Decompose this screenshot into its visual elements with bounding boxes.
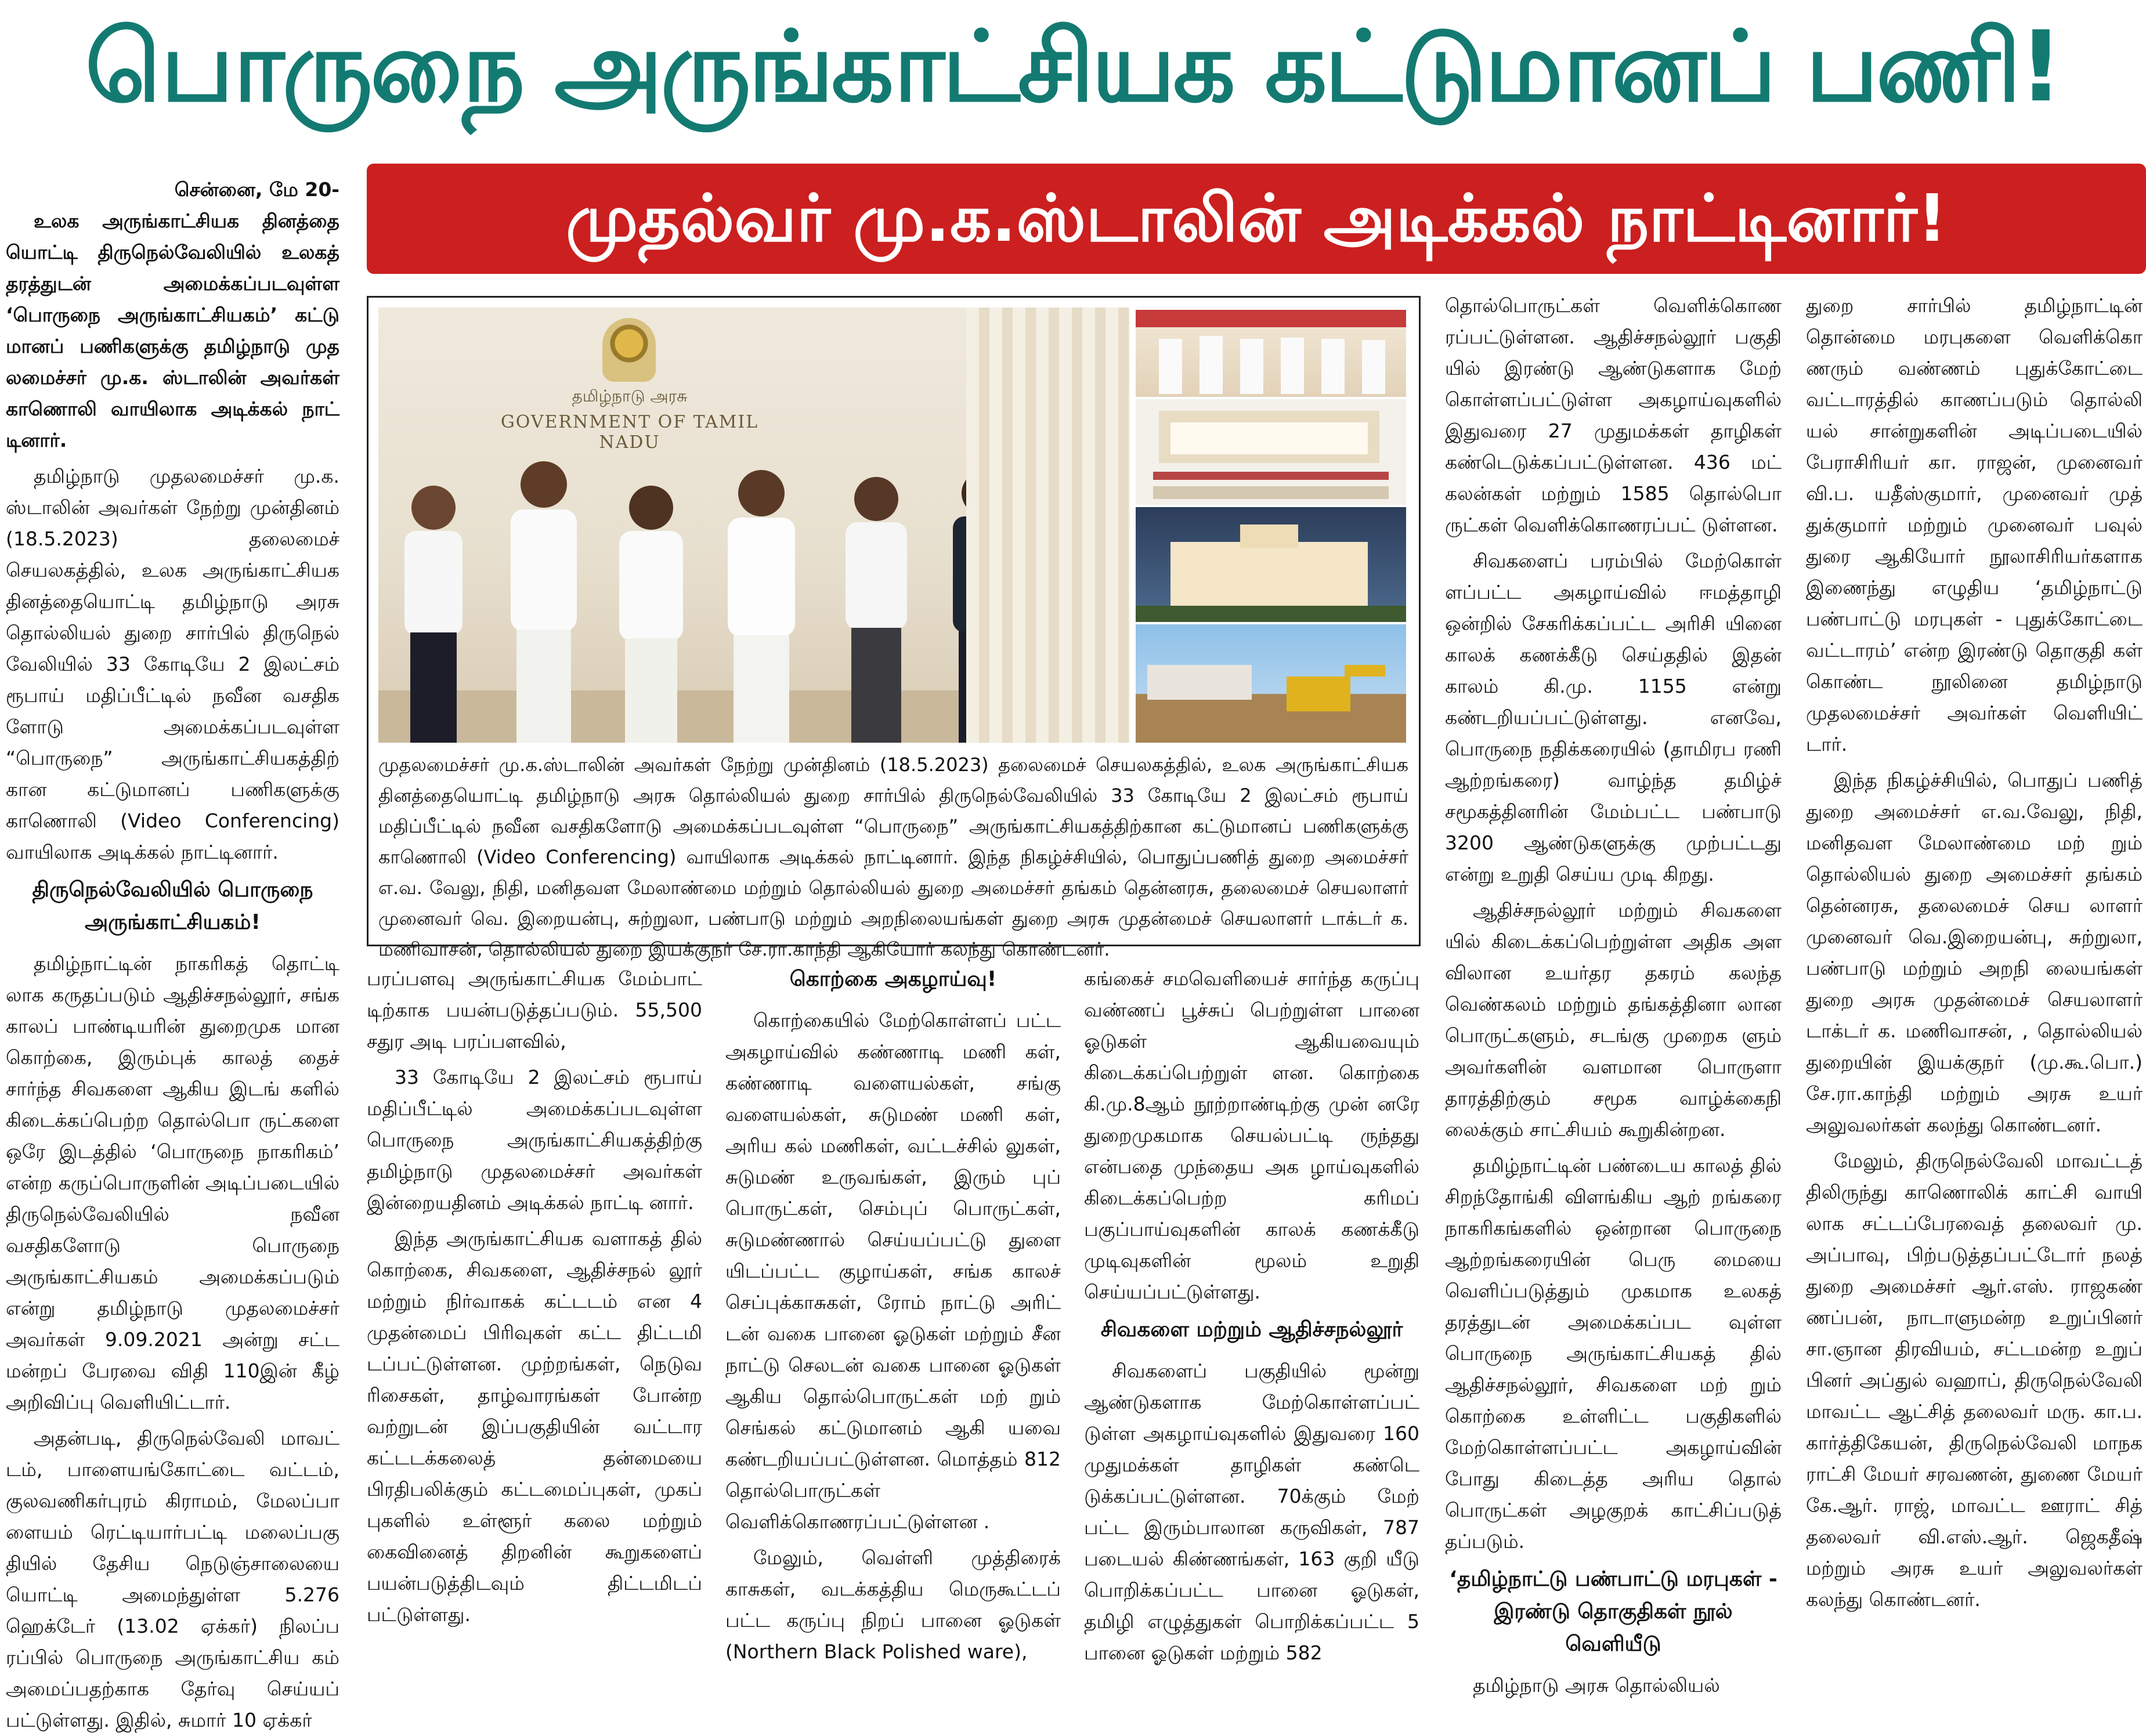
thumbnail-excavator [1135, 623, 1407, 744]
paragraph: இந்த நிகழ்ச்சியில், பொதுப் பணித் துறை அமைச்சர் எ.வ.வேலு, நிதி, மனிதவள மேலாண்மை மற் றும் தொல்லியல் துறை அமைச்சர் தங்கம் தென்னரசு, தலைமைச் செய லாளர் முனைவர் வெ.இறையன்பு, சுற்றுலா, பண்பாடு மற்றும் அறநி லையங்கள் துறை அரசு முதன்மைச் செயலாளர் டாக்டர் க. மணிவாசன், , தொல்லியல் துறையின் இயக்குநர் (மு.கூ.பொ.) சே.ரா.காந்தி மற்றும் அரசு உயர் அலுவலர்கள் கலந்து கொண்டனர். [1806, 769, 2143, 1136]
backdrop-text-tamil: தமிழ்நாடு அரசு [572, 386, 688, 406]
column-1 [6, 174, 339, 1731]
paragraph: கங்கைச் சமவெளியைச் சார்ந்த கருப்பு வண்ணப் பூச்சுப் பெற்றுள்ள பானை ஓடுகள் ஆகியவையும் கிடைக்கப்பெற்றுள் ளன. கொற்கை கி.மு.8ஆம் நூற்றாண்டிற்கு முன் னரே துறைமுகமாக செயல்பட்டி ருந்தது என்பதை முந்தைய அக ழாய்வுகளில் கிடைக்கப்பெற்ற கரிமப் பகுப்பாய்வுகளின் காலக் கணக்கீடு முடிவுகளின் மூலம் உறுதி செய்யப்பட்டுள்ளது. [1084, 967, 1419, 1303]
thumbnail-illustration [1136, 624, 1406, 743]
paragraph: தமிழ்நாட்டின் பண்டைய காலத் தில் சிறந்தோங்கி விளங்கிய ஆற் றங்கரை நாகரிகங்களில் ஒன்றான பொருநை ஆற்றங்கரையின் பெரு மையை வெளிப்படுத்தும் முகமாக உலகத் தரத்துடன் அமைக்கப்பட வுள்ள பொருநை அருங்காட்சியகத் தில் ஆதிச்சநல்லூர், சிவகளை மற் றும் கொற்கை உள்ளிட்ட பகுதிகளில் மேற்கொள்ளப்பட்ட அகழாய்வின் போது கிடைத்த அரிய தொல் பொருட்கள் அழகுறக் காட்சிப்படுத் தப்படும். [1445, 1154, 1782, 1553]
person-figure [846, 477, 907, 743]
paragraph: தமிழ்நாடு முதலமைச்சர் மு.க. ஸ்டாலின் அவர்கள் நேற்று முன்தினம் (18.5.2023) தலைமைச் செயலகத்தில், உலக அருங்காட்சியக தினத்தையொட்டி தமிழ்நாடு அரசு தொல்லியல் துறை சார்பில் திருநெல் வேலியில் 33 கோடியே 2 இலட்சம் ரூபாய் மதிப்பீட்டில் நவீன வசதிக ளோடு அமைக்கப்படவுள்ள “பொருநை” அருங்காட்சியகத்திற் கான கட்டுமானப் பணிகளுக்கு காணொலி (Video Conferencing) வாயிலாக அடிக்கல் நாட்டினார். [6, 465, 339, 863]
thumbnail-building-night [1135, 506, 1407, 623]
subheading: திருநெல்வேலியில் பொருநை அருங்காட்சியகம்! [32, 878, 313, 934]
curtain-backdrop [966, 308, 1130, 743]
dateline: சென்னை, மே 20- [174, 178, 339, 201]
paragraph: சிவகளைப் பகுதியில் மூன்று ஆண்டுகளாக மேற்கொள்ளப்பட் டுள்ள அகழாய்வுகளில் இதுவரை 160 முதுமக்கள் தாழிகள் கண்டெ டுக்கப்பட்டுள்ளன. 70க்கும் மேற் பட்ட இரும்பாலான கருவிகள், 787 படையல் கிண்ணங்கள், 163 குறி யீடு பொறிக்கப்பட்ட பானை ஓடுகள், தமிழி எழுத்துகள் பொறிக்கப்பட்ட 5 பானை ஓடுகள் மற்றும் 582 [1084, 1359, 1419, 1664]
emblem-icon [602, 318, 656, 382]
subheading: சிவகளை மற்றும் ஆதிச்சநல்லூர் [1100, 1318, 1403, 1341]
person-figure [619, 486, 683, 743]
thumbnail-illustration [1136, 310, 1406, 397]
paragraph: தமிழ்நாட்டின் நாகரிகத் தொட்டி லாக கருதப்படும் ஆதிச்சநல்லூர், சங்க காலப் பாண்டியரின் துறைமுக மான கொற்கை, இரும்புக் காலத் தைச் சார்ந்த சிவகளை ஆகிய இடங் களில் கிடைக்கப்பெற்ற தொல்பொ ருட்களை ஒரே இடத்தில் ‘பொருநை நாகரிகம்’ என்ற கருப்பொருளின் அடிப்படையில் திருநெல்வேலியில் நவீன வசதிகளோடு பொருநை அருங்காட்சியகம் அமைக்கப்படும் என்று தமிழ்நாடு முதலமைச்சர் அவர்கள் 9.09.2021 அன்று சட்ட மன்றப் பேரவை விதி 110இன் கீழ் அறிவிப்பு வெளியிட்டார். [6, 952, 339, 1413]
person-figure [404, 486, 463, 743]
person-figure [728, 470, 795, 743]
column-5 [1445, 290, 1782, 1697]
paragraph: 33 கோடியே 2 இலட்சம் ரூபாய் மதிப்பீட்டில் அமைக்கப்படவுள்ள பொருநை அருங்காட்சியகத்திற்கு தமிழ்நாடு முதலமைச்சர் அவர்கள் இன்றையதினம் அடிக்கல் நாட்டி னார். [367, 1066, 702, 1214]
subheading: கொற்கை அகழாய்வு! [789, 967, 997, 991]
photo-caption: முதலமைச்சர் மு.க.ஸ்டாலின் அவர்கள் நேற்று முன்தினம் (18.5.2023) தலைமைச் செயலகத்தில், உலக அருங்காட்சியக தினத்தையொட்டி தமிழ்நாடு அரசு தொல்லியல் துறை சார்பில் திருநெல்வேலியில் 33 கோடியே 2 இலட்சம் ரூபாய் மதிப்பீட்டில் நவீன வசதிகளோடு அமைக்கப்படவுள்ள “பொருநை” அருங்காட்சியகத்திற்கான கட்டுமானப் பணிகளுக்கு காணொலி (Video Conferencing) வாயிலாக அடிக்கல் நாட்டினார். இந்த நிகழ்ச்சியில், பொதுப்பணித் துறை அமைச்சர் எ.வ. வேலு, நிதி, மனிதவள மேலாண்மை மற்றும் தொல்லியல் துறை அமைச்சர் தங்கம் தென்னரசு, தலைமைச் செயலாளர் முனைவர் வெ. இறையன்பு, சுற்றுலா, பண்பாடு மற்றும் அறநிலையங்கள் துறை அரசு முதன்மைச் செயலாளர் டாக்டர் க. மணிவாசன், தொல்லியல் துறை இயக்குநர் சே.ரா.காந்தி ஆகியோர் கலந்து கொண்டனர். [378, 754, 1408, 960]
lead-paragraph: உலக அருங்காட்சியக தினத்தை யொட்டி திருநெல்வேலியில் உலகத் தரத்துடன் அமைக்கப்படவுள்ள ‘பொருநை அருங்காட்சியகம்’ கட்டு மானப் பணிகளுக்கு தமிழ்நாடு முத லமைச்சர் மு.க. ஸ்டாலின் அவர்கள் காணொலி வாயிலாக அடிக்கல் நாட் டினார். [6, 209, 339, 451]
subheadline-banner: முதல்வர் மு.க.ஸ்டாலின் அடிக்கல் நாட்டினார்! [367, 164, 2146, 274]
paragraph: அதன்படி, திருநெல்வேலி மாவட் டம், பாளையங்கோட்டை வட்டம், குலவணிகர்புரம் கிராமம், மேலப்பா ளையம் ரெட்டியார்பட்டி மலைப்பகு தியில் தேசிய நெடுஞ்சாலையை யொட்டி அமைந்துள்ள 5.276 ஹெக்டேர் (13.02 ஏக்கர்) நிலப்ப ரப்பில் பொருநை அருங்காட்சிய கம் அமைப்பதற்காக தேர்வு செய்யப் பட்டுள்ளது. இதில், சுமார் 10 ஏக்கர் [6, 1427, 339, 1731]
thumbnail-photo-1 [1135, 309, 1407, 398]
paragraph: துறை சார்பில் தமிழ்நாட்டின் தொன்மை மரபுகளை வெளிக்கொ ணரும் வண்ணம் புதுக்கோட்டை வட்டாரத்தில் காணப்படும் தொல்லி யல் சான்றுகளின் அடிப்படையில் பேராசிரியர் கா. ராஜன், முனைவர் வி.ப. யதீஸ்குமார், முனைவர் முத் துக்குமார் மற்றும் முனைவர் பவுல் துரை ஆகியோர் நூலாசிரியர்களாக இணைந்து எழுதிய ‘தமிழ்நாட்டு பண்பாட்டு மரபுகள் - புதுக்கோட்டை வட்டாரம்’ என்ற இரண்டு தொகுதி கள் கொண்ட நூலினை தமிழ்நாடு முதலமைச்சர் அவர்கள் வெளியிட் டார். [1806, 294, 2143, 755]
column-3 [725, 963, 1061, 1668]
column-4 [1084, 963, 1419, 1668]
paragraph: மேலும், திருநெல்வேலி மாவட்டத் திலிருந்து காணொலிக் காட்சி வாயி லாக சட்டப்பேரவைத் தலைவர் மு. அப்பாவு, பிற்படுத்தப்பட்டோர் நலத் துறை அமைச்சர் ஆர்.எஸ். ராஜகண் ணப்பன், நாடாளுமன்ற உறுப்பினர் சா.ஞான திரவியம், சட்டமன்ற உறுப் பினர் அப்துல் வஹாப், திருநெல்வேலி மாவட்ட ஆட்சித் தலைவர் மரு. கா.ப. கார்த்திகேயன், திருநெல்வேலி மாநக ராட்சி மேயர் சரவணன், துணை மேயர் கே.ஆர். ராஜ், மாவட்ட ஊராட் சித் தலைவர் வி.எஸ்.ஆர். ஜெகதீஷ் மற்றும் அரசு உயர் அலுவலர்கள் கலந்து கொண்டனர். [1806, 1149, 2143, 1611]
person-figure [511, 461, 577, 743]
backdrop-text-english: GOVERNMENT OF TAMIL NADU [500, 412, 759, 453]
paragraph: மேலும், வெள்ளி முத்திரைக் காசுகள், வடக்கத்திய மெருகூட்டப் பட்ட கருப்பு நிறப் பானை ஓடுகள் (Northern Black Polished ware), [725, 1546, 1061, 1663]
thumbnail-illustration [1136, 399, 1406, 505]
paragraph: சிவகளைப் பரம்பில் மேற்கொள் ளப்பட்ட அகழாய்வில் ஈமத்தாழி ஒன்றில் சேகரிக்கப்பட்ட அரிசி யினை காலக் கணக்கீடு செய்ததில் இதன் காலம் கி.மு. 1155 என்று கண்டறியப்பட்டுள்ளது. எனவே, பொருநை நதிக்கரையில் (தாமிரப ரணி ஆற்றங்கரை) வாழ்ந்த தமிழ்ச் சமூகத்தினரின் மேம்பட்ட பண்பாடு 3200 ஆண்டுகளுக்கு முற்பட்டது என்று உறுதி செய்ய முடி கிறது. [1445, 549, 1782, 885]
paragraph: இந்த அருங்காட்சியக வளாகத் தில் கொற்கை, சிவகளை, ஆதிச்சநல் லூர் மற்றும் நிர்வாகக் கட்டடம் என 4 முதன்மைப் பிரிவுகள் கட்ட திட்டமி டப்பட்டுள்ளன. முற்றங்கள், நெடுவ ரிசைகள், தாழ்வாரங்கள் போன்ற வற்றுடன் இப்பகுதியின் வட்டார கட்டடக்கலைத் தன்மையை பிரதிபலிக்கும் கட்டமைப்புகள், முகப் புகளில் உள்ளூர் கலை மற்றும் கைவினைத் திறனின் கூறுகளைப் பயன்படுத்திடவும் திட்டமிடப் பட்டுள்ளது. [367, 1227, 702, 1626]
paragraph: பரப்பளவு அருங்காட்சியக மேம்பாட் டிற்காக பயன்படுத்தப்படும். 55,500 சதுர அடி பரப்பளவில், [367, 967, 702, 1053]
paragraph: தொல்பொருட்கள் வெளிக்கொண ரப்பட்டுள்ளன. ஆதிச்சநல்லூர் பகுதி யில் இரண்டு ஆண்டுகளாக மேற் கொள்ளப்பட்டுள்ள அகழாய்வுகளில் இதுவரை 27 முதுமக்கள் தாழிகள் கண்டெடுக்கப்பட்டுள்ளன. 436 மட் கலன்கள் மற்றும் 1585 தொல்பொ ருட்கள் வெளிக்கொணரப்பட் டுள்ளன. [1445, 294, 1782, 536]
thumbnail-brochure [1135, 398, 1407, 506]
paragraph: கொற்கையில் மேற்கொள்ளப் பட்ட அகழாய்வில் கண்ணாடி மணி கள், கண்ணாடி வளையல்கள், சங்கு வளையல்கள், சுடுமண் மணி கள், அரிய கல் மணிகள், வட்டச்சில் லுகள், சுடுமண் உருவங்கள், இரும் புப் பொருட்கள், செம்புப் பொருட்கள், சுடுமண்ணால் செய்யப்பட்டு துளை யிடப்பட்ட குழாய்கள், சங்க காலச் செப்புக்காசுகள், ரோம் நாட்டு அரிட் டன் வகை பானை ஓடுகள் மற்றும் சீன நாட்டு செலடன் வகை பானை ஓடுகள் ஆகிய தொல்பொருட்கள் மற் றும் செங்கல் கட்டுமானம் ஆகி யவை கண்டறியப்பட்டுள்ளன. மொத்தம் 812 தொல்பொருட்கள் வெளிக்கொணரப்பட்டுள்ளன . [725, 1009, 1061, 1533]
subheading: ‘தமிழ்நாட்டு பண்பாட்டு மரபுகள் - இரண்டு தொகுதிகள் நூல் வெளியீடு [1449, 1567, 1778, 1656]
paragraph: ஆதிச்சநல்லூர் மற்றும் சிவகளை யில் கிடைக்கப்பெற்றுள்ள அதிக அள விலான உயர்தர தகரம் கலந்த வெண்கலம் மற்றும் தங்கத்தினா லான பொருட்களும், சடங்கு முறைக ளும் அவர்களின் வளமான பொருளா தாரத்திற்கும் சமூக வாழ்க்கைநி லைக்கும் சாட்சியம் கூறுகின்றன. [1445, 899, 1782, 1141]
column-2 [367, 963, 702, 1668]
headline: பொருநை அருங்காட்சியக கட்டுமானப் பணி! [85, 10, 2061, 124]
column-6 [1806, 290, 2143, 1668]
thumbnail-illustration [1136, 507, 1406, 622]
paragraph: தமிழ்நாடு அரசு தொல்லியல் [1473, 1674, 1720, 1697]
